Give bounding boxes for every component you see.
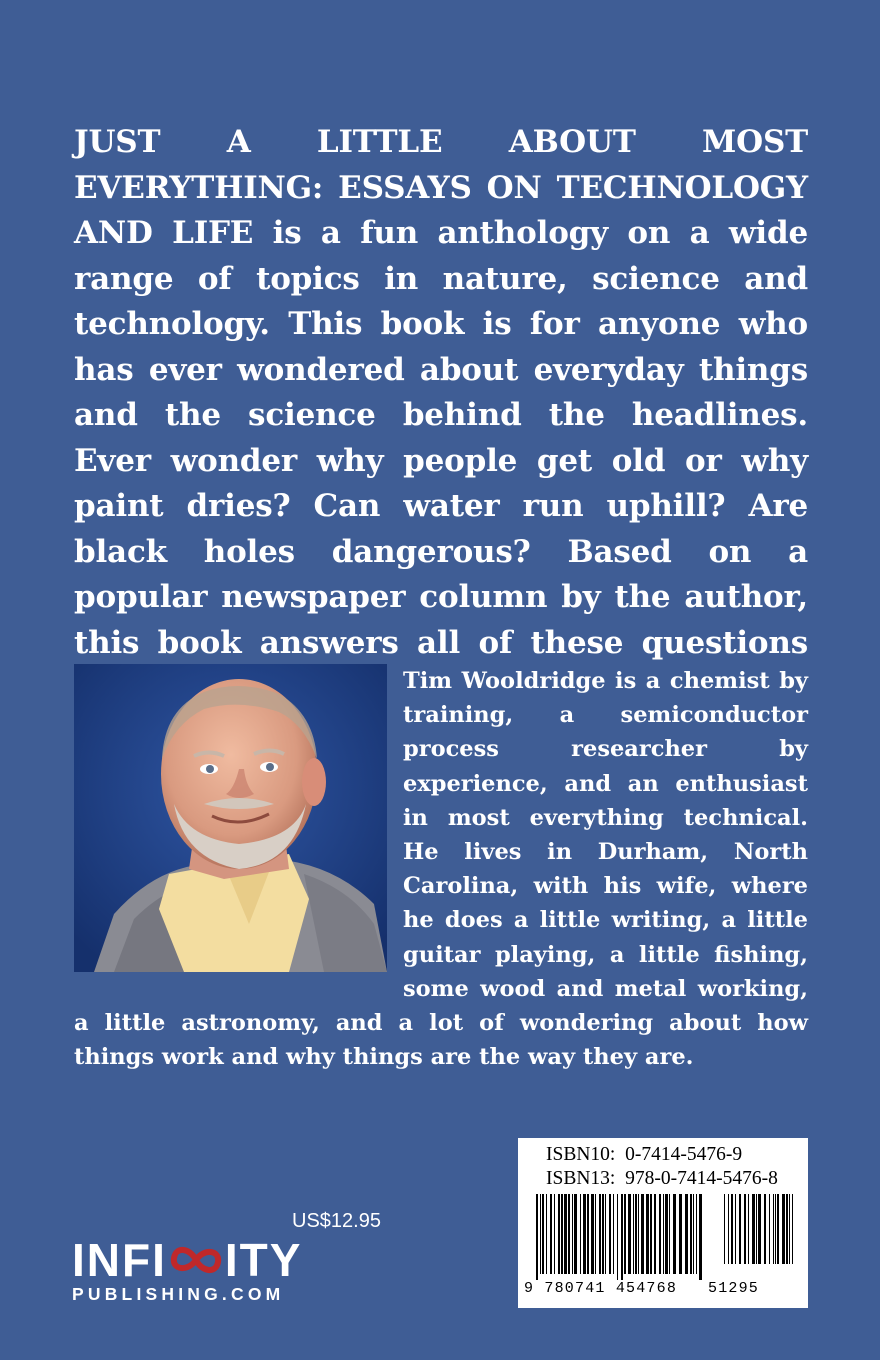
- barcode-bar: [739, 1194, 741, 1264]
- barcode-bar: [650, 1194, 652, 1274]
- barcode-bar: [602, 1194, 604, 1274]
- barcode-bar: [758, 1194, 761, 1264]
- publisher-logo: [72, 1236, 394, 1305]
- isbn13-line: [546, 1168, 778, 1190]
- barcode-bar: [574, 1194, 577, 1274]
- barcode-bar: [558, 1194, 560, 1274]
- barcode-bar: [542, 1194, 544, 1274]
- barcode-bar: [773, 1194, 774, 1264]
- logo-wordmark: [72, 1236, 394, 1284]
- isbn-barcode: [518, 1138, 808, 1308]
- barcode-bar: [583, 1194, 586, 1274]
- barcode-bar: [679, 1194, 682, 1274]
- barcode-bar: [764, 1194, 766, 1264]
- isbn13-label: ISBN13:: [546, 1168, 616, 1189]
- barcode-bar: [654, 1194, 656, 1274]
- barcode-bar: [775, 1194, 776, 1264]
- blurb-text: is a fun anthology on a wide range of topics in nature, science and technology. This book is for anyone who has ever wondered about everyday things and the science behind the headlines. Ever wonder why people get old or why paint dries? Can water run uphill? Are black holes dangerous? Based on a popular newspaper column by the author, this book answers all of these questions: [74, 215, 808, 661]
- book-title-caps: JUST A LITTLE ABOUT MOST EVERYTHING: ESSAYS ON TECHNOLOGY AND LIFE: [74, 124, 808, 251]
- isbn10-value: 0-7414-5476-9: [625, 1144, 743, 1165]
- barcode-bar: [769, 1194, 770, 1264]
- barcode-bar: [550, 1194, 552, 1274]
- barcode-bar: [621, 1194, 623, 1280]
- isbn10-label: ISBN10:: [546, 1144, 616, 1165]
- barcode-bar: [613, 1194, 614, 1274]
- barcode-bar: [587, 1194, 589, 1274]
- barcode-bar: [735, 1194, 736, 1264]
- barcode-bar: [756, 1194, 757, 1264]
- barcode-bar: [564, 1194, 567, 1274]
- barcode-bar: [669, 1194, 670, 1274]
- logo-left: INFI: [72, 1234, 167, 1286]
- barcode-bar: [641, 1194, 644, 1274]
- back-cover-blurb: [74, 120, 808, 712]
- barcode-bar: [646, 1194, 649, 1274]
- barcode-bar: [617, 1194, 618, 1280]
- barcode-main-digits: 9 780741 454768: [524, 1280, 678, 1297]
- barcode-bar: [789, 1194, 790, 1264]
- infinity-icon: [168, 1240, 224, 1280]
- barcode-bar: [624, 1194, 626, 1274]
- barcode-bar: [561, 1194, 563, 1274]
- barcode-bar: [690, 1194, 692, 1274]
- author-bio: [74, 664, 808, 1074]
- barcode-bar: [638, 1194, 639, 1274]
- barcode-bar: [777, 1194, 779, 1264]
- barcode-bar: [572, 1194, 573, 1274]
- barcode-bar: [699, 1194, 702, 1280]
- barcode-bar: [792, 1194, 793, 1264]
- barcode-bar: [673, 1194, 676, 1274]
- isbn13-value: 978-0-7414-5476-8: [625, 1168, 778, 1189]
- barcode-bar: [605, 1194, 606, 1274]
- barcode-bar: [546, 1194, 547, 1274]
- barcode-bar: [628, 1194, 631, 1274]
- barcode-bar: [782, 1194, 785, 1264]
- barcode-bar: [744, 1194, 746, 1264]
- barcode-bar: [635, 1194, 637, 1274]
- barcode-bar: [536, 1194, 538, 1280]
- barcode-bar: [659, 1194, 661, 1274]
- barcode-bar: [540, 1194, 541, 1274]
- author-photo: [74, 664, 387, 972]
- logo-domain: PUBLISHING.COM: [72, 1284, 285, 1304]
- isbn10-line: [546, 1144, 742, 1166]
- logo-right: ITY: [224, 1234, 303, 1286]
- barcode-bar: [724, 1194, 725, 1264]
- barcode-bar: [748, 1194, 749, 1264]
- price-label: US$12.95: [292, 1210, 381, 1232]
- barcode-bar: [568, 1194, 570, 1274]
- barcode-bar: [580, 1194, 581, 1274]
- barcode-bar: [685, 1194, 688, 1274]
- barcode-bar: [599, 1194, 601, 1274]
- barcode-bar: [633, 1194, 634, 1274]
- barcode-bar: [696, 1194, 697, 1274]
- barcode-bar: [595, 1194, 596, 1274]
- barcode-bar: [693, 1194, 694, 1274]
- barcode-addon-digits: 51295: [708, 1280, 760, 1297]
- barcode-bar: [663, 1194, 664, 1274]
- barcode-bar: [786, 1194, 788, 1264]
- barcode-bar: [665, 1194, 668, 1274]
- barcode-bars: [532, 1194, 802, 1280]
- bio-text: Tim Wooldridge is a chemist by training, a semiconductor process researcher by experience, and an enthusiast in most everything technical. He lives in Durham, North Carolina, with his wife, where he does a little writing, a little guitar playing, a little fishing, some wood and metal working, a little astronomy, and a lot of wondering about how things work and why things are the way they are.: [74, 668, 808, 1071]
- barcode-bar: [554, 1194, 555, 1274]
- barcode-bar: [731, 1194, 733, 1264]
- barcode-bar: [591, 1194, 594, 1274]
- barcode-bar: [752, 1194, 755, 1264]
- barcode-bar: [609, 1194, 611, 1274]
- barcode-bar: [728, 1194, 729, 1264]
